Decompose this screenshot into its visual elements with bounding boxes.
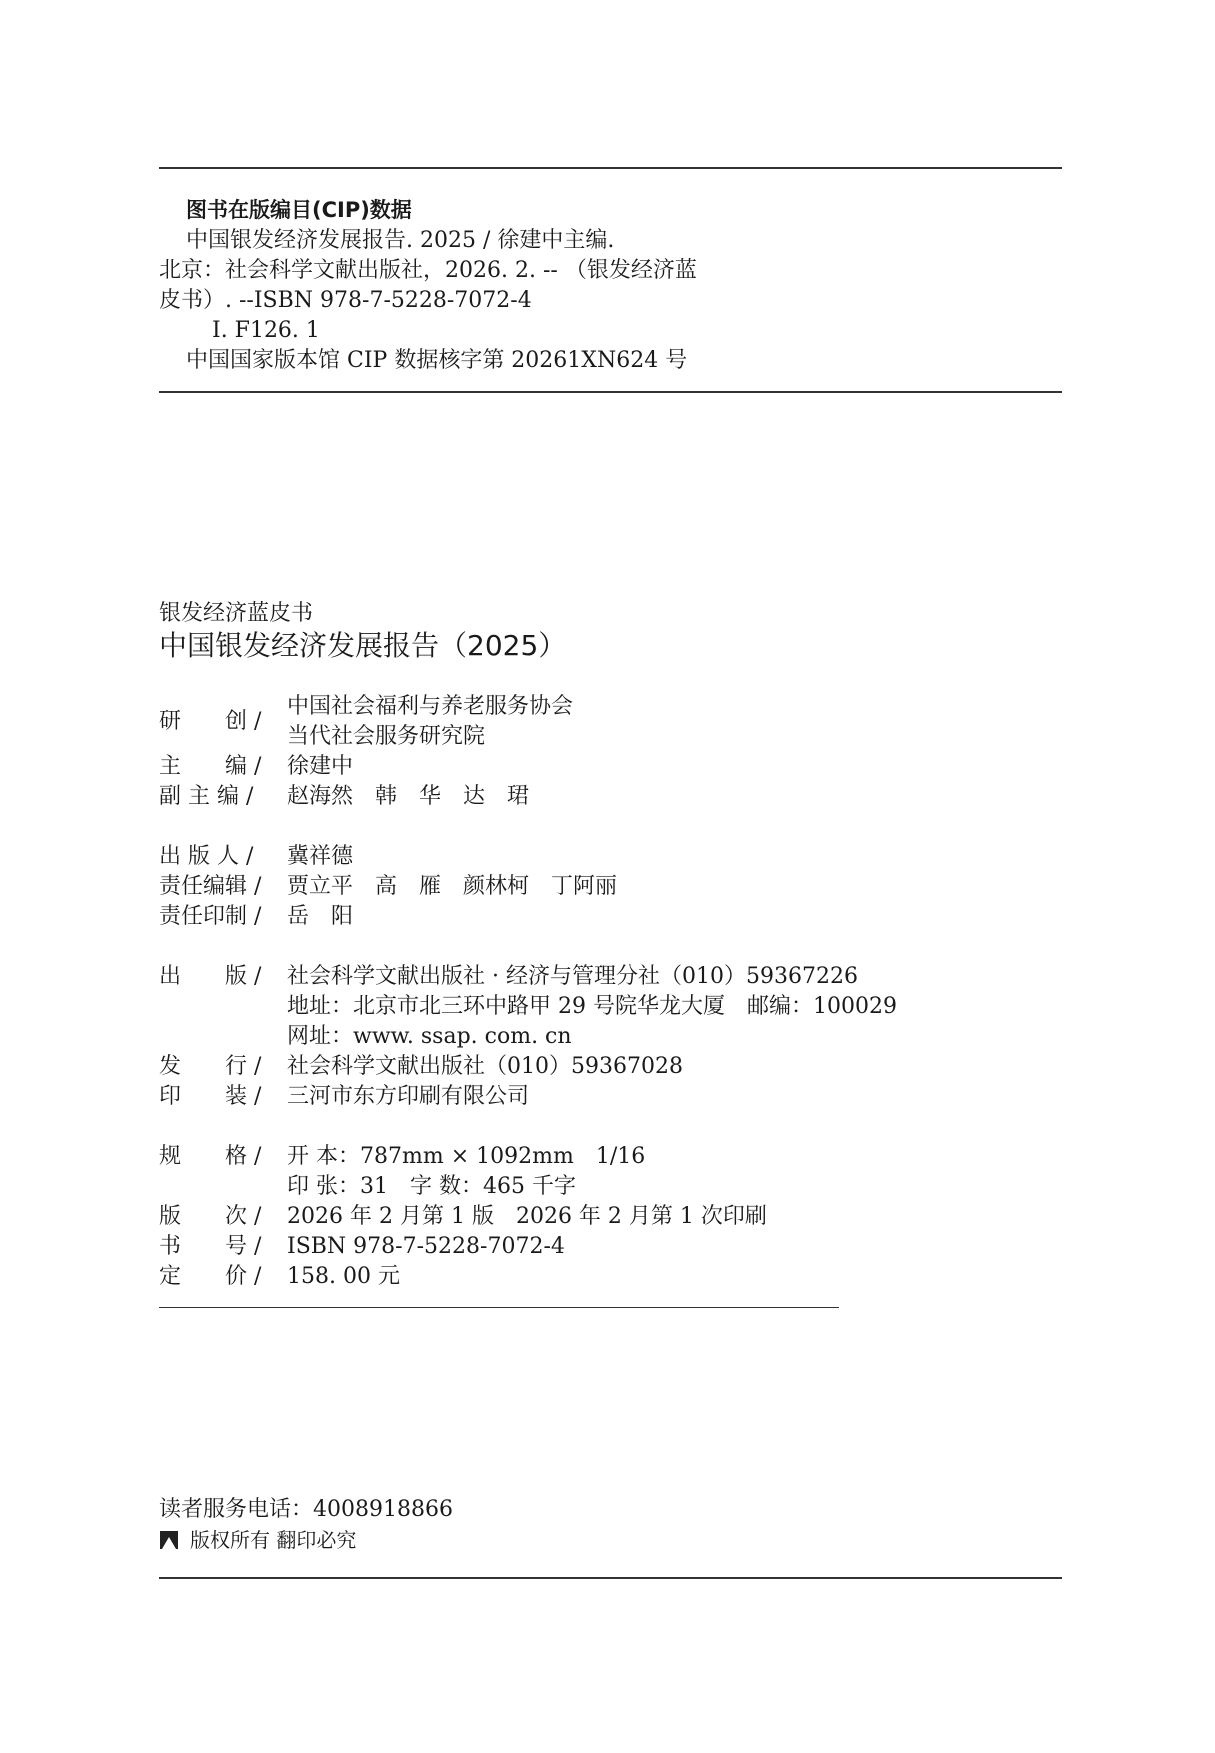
label-printing: 印 装 / [159, 1084, 262, 1109]
cip-heading: 图书在版编目(CIP)数据 [186, 198, 412, 222]
footer-short-rule [159, 1307, 839, 1308]
cip-bottom-rule [159, 391, 1062, 393]
label-edition: 版 次 / [159, 1204, 262, 1229]
publisher: 社会科学文献出版社 · 经济与管理分社（010）59367226 [287, 964, 858, 989]
responsible-editors: 贾立平 高 雁 颜林柯 丁阿丽 [287, 874, 618, 899]
publisher-website: 网址：www. ssap. com. cn [287, 1024, 572, 1049]
isbn: ISBN 978-7-5228-7072-4 [287, 1234, 565, 1259]
cip-line-5: 中国国家版本馆 CIP 数据核字第 20261XN624 号 [186, 348, 688, 373]
distribution: 社会科学文献出版社（010）59367028 [287, 1054, 683, 1079]
label-distribution: 发 行 / [159, 1054, 262, 1079]
publisher-person: 冀祥德 [287, 844, 354, 869]
series-name: 银发经济蓝皮书 [159, 601, 314, 626]
reader-service-phone: 读者服务电话：4008918866 [159, 1497, 453, 1522]
top-rule [159, 167, 1062, 169]
research-org-1: 中国社会福利与养老服务协会 [287, 694, 574, 719]
bottom-rule [159, 1577, 1062, 1579]
label-isbn: 书 号 / [159, 1234, 262, 1259]
book-title: 中国银发经济发展报告（2025） [159, 629, 567, 662]
label-responsible-editors: 责任编辑 / [159, 874, 262, 899]
edition: 2026 年 2 月第 1 版 2026 年 2 月第 1 次印刷 [287, 1204, 767, 1229]
label-print-supervisor: 责任印制 / [159, 904, 262, 929]
print-sheets: 印 张：31 字 数：465 千字 [287, 1174, 576, 1199]
label-specification: 规 格 / [159, 1144, 262, 1169]
label-deputy-editors: 副 主 编 / [159, 784, 254, 809]
format-size: 开 本：787mm × 1092mm 1/16 [287, 1144, 646, 1169]
cip-line-4: Ⅰ. F126. 1 [212, 318, 320, 343]
price: 158. 00 元 [287, 1264, 400, 1289]
cip-line-2: 北京：社会科学文献出版社，2026. 2. -- （银发经济蓝 [159, 258, 697, 283]
label-price: 定 价 / [159, 1264, 262, 1289]
deputy-editors: 赵海然 韩 华 达 珺 [287, 784, 530, 809]
label-research: 研 创 / [159, 709, 262, 734]
label-chief-editor: 主 编 / [159, 754, 262, 779]
printing: 三河市东方印刷有限公司 [287, 1084, 530, 1109]
copyright-notice: 版权所有 翻印必究 [190, 1528, 357, 1552]
publisher-address: 地址：北京市北三环中路甲 29 号院华龙大厦 邮编：100029 [287, 994, 897, 1019]
cip-line-3: 皮书）. --ISBN 978-7-5228-7072-4 [159, 288, 532, 313]
label-publisher-person: 出 版 人 / [159, 844, 254, 869]
chief-editor: 徐建中 [287, 754, 354, 779]
cip-line-1: 中国银发经济发展报告. 2025 / 徐建中主编. [186, 228, 615, 253]
ssap-logo-icon [160, 1531, 178, 1549]
label-publisher: 出 版 / [159, 964, 262, 989]
research-org-2: 当代社会服务研究院 [287, 724, 486, 749]
print-supervisor: 岳 阳 [287, 904, 354, 929]
